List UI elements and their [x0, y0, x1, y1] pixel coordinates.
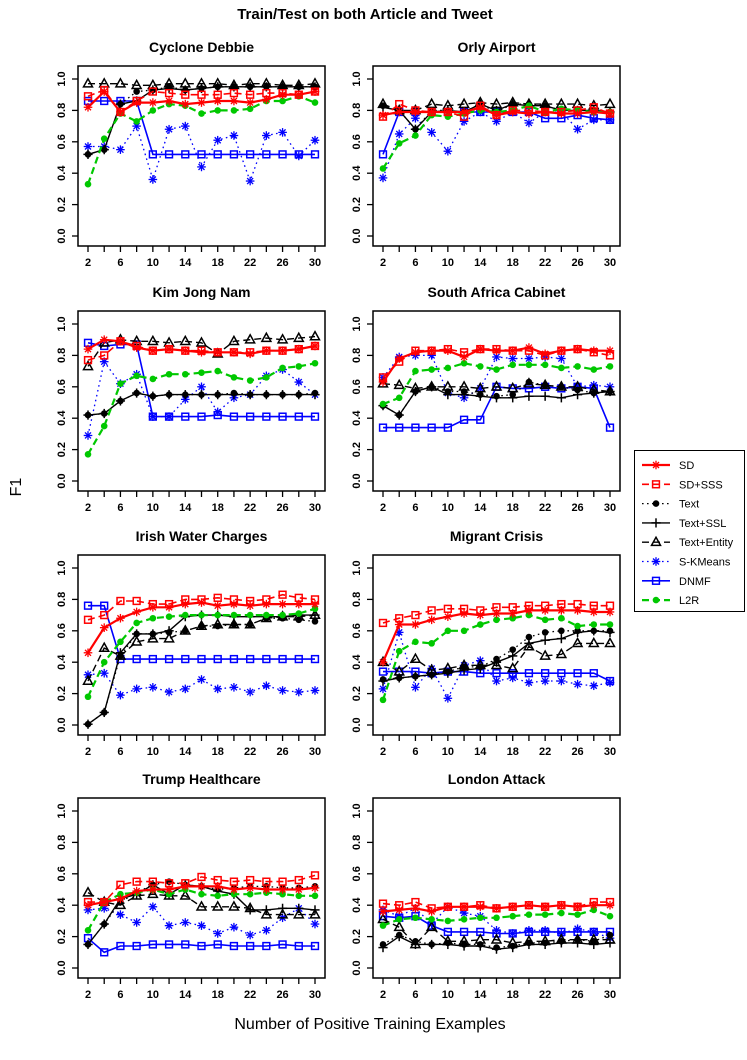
svg-text:0.0: 0.0: [351, 960, 363, 976]
svg-text:0.2: 0.2: [351, 928, 363, 945]
svg-text:1.0: 1.0: [351, 560, 363, 576]
svg-text:0.0: 0.0: [351, 717, 363, 733]
svg-text:6: 6: [117, 502, 124, 514]
svg-text:0.8: 0.8: [56, 347, 68, 364]
svg-text:26: 26: [571, 746, 584, 758]
svg-text:0.4: 0.4: [56, 654, 68, 670]
svg-text:0.2: 0.2: [56, 441, 68, 458]
svg-text:22: 22: [539, 989, 552, 1001]
svg-text:14: 14: [474, 502, 487, 514]
svg-text:0.8: 0.8: [351, 591, 363, 608]
svg-text:0.6: 0.6: [351, 379, 363, 395]
svg-text:0.8: 0.8: [351, 102, 363, 119]
subplot-irish-water-charges: [36, 519, 346, 769]
svg-text:22: 22: [244, 257, 257, 269]
svg-text:6: 6: [412, 257, 419, 269]
svg-text:DNMF: DNMF: [679, 575, 711, 588]
svg-text:0.4: 0.4: [56, 897, 68, 913]
svg-text:1.0: 1.0: [56, 316, 68, 332]
svg-text:6: 6: [412, 746, 419, 758]
svg-text:0.4: 0.4: [351, 410, 363, 426]
svg-text:0.2: 0.2: [351, 196, 363, 213]
svg-text:30: 30: [308, 989, 322, 1001]
svg-text:30: 30: [603, 746, 617, 758]
svg-text:14: 14: [179, 989, 192, 1001]
chart-canvas: [331, 30, 641, 280]
svg-text:18: 18: [211, 502, 224, 514]
subplot-cyclone-debbie: [36, 30, 346, 280]
svg-text:10: 10: [146, 502, 159, 514]
svg-text:0.6: 0.6: [56, 134, 68, 150]
svg-text:1.0: 1.0: [56, 560, 68, 576]
svg-text:0.6: 0.6: [351, 623, 363, 639]
svg-text:26: 26: [276, 746, 289, 758]
svg-text:18: 18: [506, 746, 519, 758]
svg-text:6: 6: [412, 502, 419, 514]
svg-text:L2R: L2R: [679, 595, 700, 608]
svg-text:18: 18: [211, 257, 224, 269]
svg-text:0.4: 0.4: [56, 410, 68, 426]
svg-text:0.0: 0.0: [56, 960, 68, 976]
svg-text:South Africa Cabinet: South Africa Cabinet: [427, 284, 566, 300]
svg-text:1.0: 1.0: [351, 316, 363, 332]
chart-canvas: [331, 762, 641, 1012]
svg-text:0.0: 0.0: [351, 228, 363, 244]
svg-text:26: 26: [571, 989, 584, 1001]
svg-text:1.0: 1.0: [56, 71, 68, 87]
svg-text:0.0: 0.0: [56, 473, 68, 489]
svg-text:14: 14: [179, 746, 192, 758]
svg-text:26: 26: [571, 502, 584, 514]
svg-text:2: 2: [84, 989, 92, 1001]
svg-text:22: 22: [244, 746, 257, 758]
svg-text:18: 18: [506, 989, 519, 1001]
svg-text:26: 26: [276, 257, 289, 269]
svg-text:10: 10: [441, 257, 454, 269]
chart-canvas: [331, 519, 641, 769]
chart-canvas: [331, 275, 641, 525]
svg-text:Text+Entity: Text+Entity: [679, 537, 734, 550]
svg-text:6: 6: [117, 257, 124, 269]
svg-text:22: 22: [244, 502, 257, 514]
svg-text:0.2: 0.2: [351, 685, 363, 702]
svg-text:18: 18: [211, 989, 224, 1001]
svg-text:30: 30: [603, 257, 617, 269]
svg-text:2: 2: [84, 746, 92, 758]
svg-text:0.4: 0.4: [351, 165, 363, 181]
svg-text:0.6: 0.6: [56, 866, 68, 882]
subplot-london-attack: [331, 762, 641, 1012]
svg-text:0.2: 0.2: [351, 441, 363, 458]
svg-text:0.8: 0.8: [56, 591, 68, 608]
svg-text:SD: SD: [679, 460, 695, 472]
svg-text:Cyclone Debbie: Cyclone Debbie: [148, 39, 255, 55]
svg-text:1.0: 1.0: [351, 803, 363, 819]
svg-text:14: 14: [179, 502, 192, 514]
svg-text:0.8: 0.8: [56, 102, 68, 119]
svg-text:0.2: 0.2: [56, 685, 68, 702]
svg-text:10: 10: [441, 746, 454, 758]
svg-text:0.4: 0.4: [351, 897, 363, 913]
svg-text:10: 10: [441, 502, 454, 514]
svg-text:22: 22: [539, 257, 552, 269]
svg-text:0.0: 0.0: [351, 473, 363, 489]
svg-text:14: 14: [474, 746, 487, 758]
y-axis-label: F1: [8, 477, 25, 497]
svg-text:1.0: 1.0: [351, 71, 363, 87]
svg-text:10: 10: [441, 989, 454, 1001]
svg-text:Migrant Crisis: Migrant Crisis: [449, 528, 544, 544]
svg-text:18: 18: [506, 257, 519, 269]
chart-canvas: [36, 275, 346, 525]
svg-text:0.8: 0.8: [351, 347, 363, 364]
legend: [634, 450, 745, 612]
svg-text:22: 22: [244, 989, 257, 1001]
svg-text:2: 2: [379, 989, 387, 1001]
svg-text:14: 14: [474, 257, 487, 269]
svg-text:10: 10: [146, 257, 159, 269]
svg-text:26: 26: [276, 989, 289, 1001]
svg-text:0.4: 0.4: [351, 654, 363, 670]
svg-text:0.2: 0.2: [56, 196, 68, 213]
svg-text:2: 2: [379, 502, 387, 514]
legend-canvas: [635, 451, 743, 610]
svg-text:2: 2: [84, 502, 92, 514]
subplot-trump-healthcare: [36, 762, 346, 1012]
svg-text:0.6: 0.6: [351, 866, 363, 882]
svg-text:14: 14: [474, 989, 487, 1001]
svg-text:Orly Airport: Orly Airport: [457, 39, 536, 55]
svg-text:Trump Healthcare: Trump Healthcare: [142, 771, 261, 787]
svg-text:0.6: 0.6: [351, 134, 363, 150]
svg-text:0.4: 0.4: [56, 165, 68, 181]
svg-text:S-KMeans: S-KMeans: [679, 556, 731, 569]
svg-text:6: 6: [412, 989, 419, 1001]
figure-title: Train/Test on both Article and Tweet: [237, 6, 493, 23]
svg-text:Text+SSL: Text+SSL: [679, 517, 727, 530]
svg-text:0.2: 0.2: [56, 928, 68, 945]
svg-text:0.6: 0.6: [56, 379, 68, 395]
subplot-orly-airport: [331, 30, 641, 280]
svg-text:30: 30: [603, 502, 617, 514]
svg-text:Kim Jong Nam: Kim Jong Nam: [152, 284, 251, 300]
svg-text:30: 30: [308, 257, 322, 269]
svg-text:Text: Text: [679, 498, 700, 511]
svg-text:2: 2: [84, 257, 92, 269]
svg-text:18: 18: [506, 502, 519, 514]
svg-text:2: 2: [379, 746, 387, 758]
svg-text:London Attack: London Attack: [447, 771, 546, 787]
svg-text:0.8: 0.8: [351, 834, 363, 851]
svg-text:0.6: 0.6: [56, 623, 68, 639]
svg-text:30: 30: [308, 502, 322, 514]
chart-canvas: [36, 519, 346, 769]
svg-text:18: 18: [211, 746, 224, 758]
svg-text:30: 30: [308, 746, 322, 758]
svg-text:6: 6: [117, 989, 124, 1001]
subplot-migrant-crisis: [331, 519, 641, 769]
svg-text:0.0: 0.0: [56, 717, 68, 733]
svg-text:Irish Water Charges: Irish Water Charges: [135, 528, 268, 544]
svg-text:SD+SSS: SD+SSS: [679, 479, 723, 492]
svg-text:0.8: 0.8: [56, 834, 68, 851]
svg-text:10: 10: [146, 746, 159, 758]
svg-text:26: 26: [571, 257, 584, 269]
svg-text:10: 10: [146, 989, 159, 1001]
subplot-south-africa-cabinet: [331, 275, 641, 525]
svg-text:22: 22: [539, 746, 552, 758]
svg-text:0.0: 0.0: [56, 228, 68, 244]
svg-text:14: 14: [179, 257, 192, 269]
chart-canvas: [36, 762, 346, 1012]
svg-text:26: 26: [276, 502, 289, 514]
svg-text:6: 6: [117, 746, 124, 758]
svg-text:1.0: 1.0: [56, 803, 68, 819]
subplot-kim-jong-nam: [36, 275, 346, 525]
svg-text:2: 2: [379, 257, 387, 269]
svg-text:30: 30: [603, 989, 617, 1001]
chart-canvas: [36, 30, 346, 280]
x-axis-label: Number of Positive Training Examples: [234, 1016, 506, 1033]
svg-text:22: 22: [539, 502, 552, 514]
